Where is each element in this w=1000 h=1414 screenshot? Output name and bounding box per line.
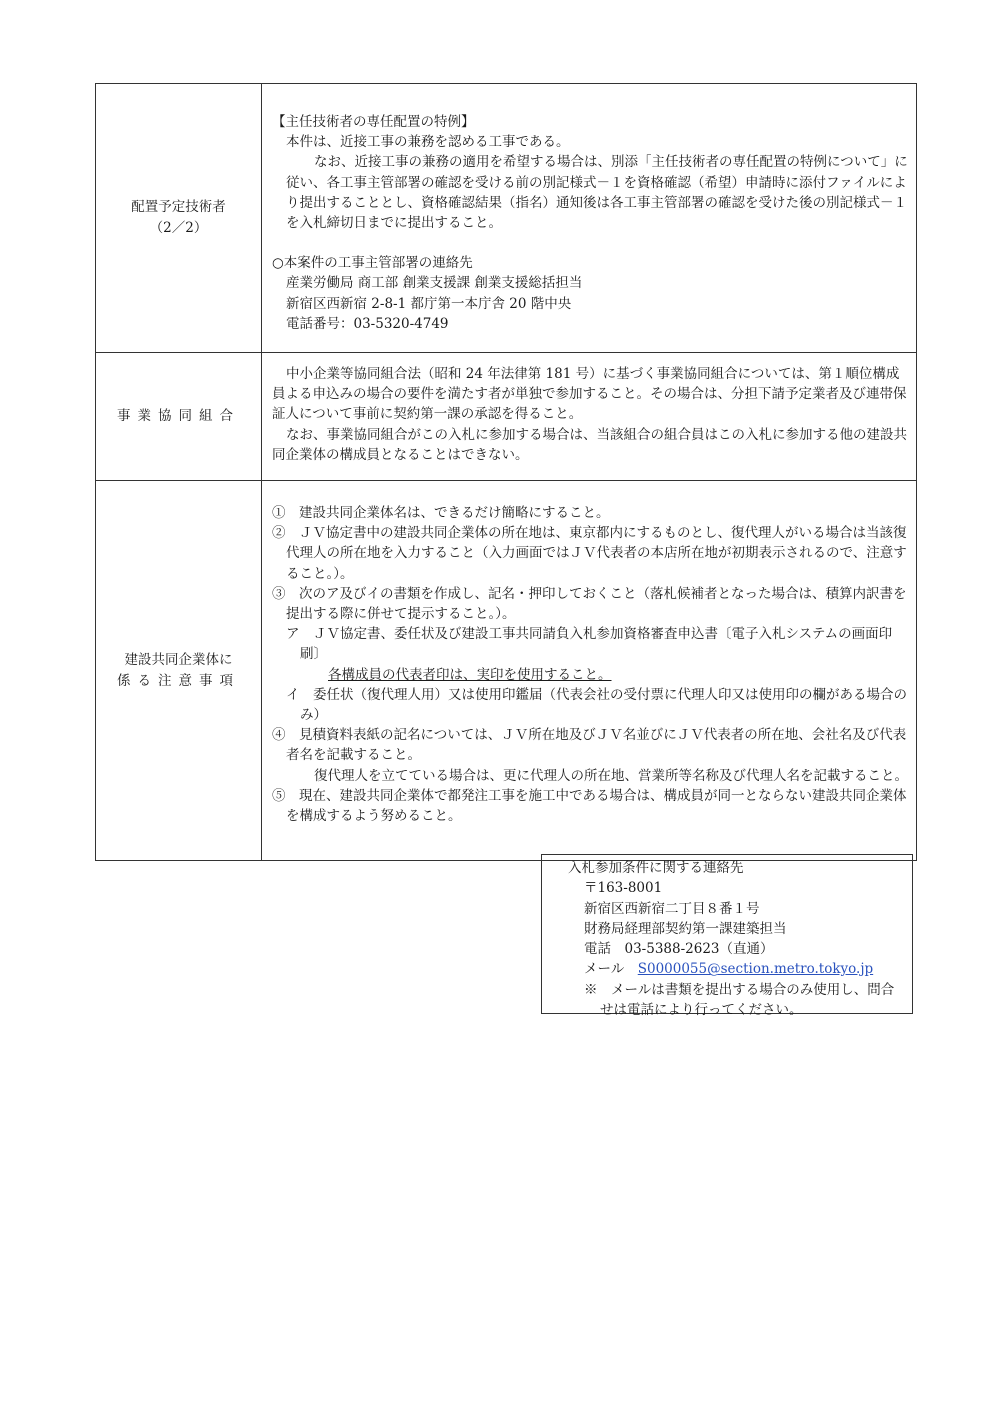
table-row-placement bbox=[96, 84, 917, 353]
row-label-jv bbox=[96, 481, 262, 861]
row-label-cooperative bbox=[96, 353, 262, 481]
sub-list-item: ア ＪＶ協定書、委任状及び建設工事共同請負入札参加資格審査申込書〔電子入札システムの画面印刷〕 bbox=[286, 626, 893, 663]
paragraph: 中小企業等協同組合法（昭和 24 年法律第 181 号）に基づく事業協同組合については、第１順位構成員よる申込みの場合の要件を満たす者が単独で参加すること。その場合は、分担下請予定業者及び連帯保証人について事前に契約第一課の承認を得ること。 bbox=[272, 366, 907, 423]
conditions-table bbox=[95, 83, 917, 861]
row-label-line: 事業協同組合 bbox=[117, 408, 240, 424]
contact-address: 新宿区西新宿 2-8-1 都庁第一本庁舎 20 階中央 bbox=[286, 295, 572, 312]
note-line bbox=[272, 665, 908, 685]
contact-dept: 産業労働局 商工部 創業支援課 創業支援総括担当 bbox=[286, 275, 583, 292]
row-content-jv bbox=[262, 481, 917, 861]
row-content-cooperative bbox=[262, 353, 917, 481]
mail-label: メール bbox=[584, 961, 638, 978]
paragraph: 本件は、近接工事の兼務を認める工事である。 bbox=[286, 134, 570, 151]
underlined-note: 各構成員の代表者印は、実印を使用すること。 bbox=[328, 666, 612, 683]
postal-code: 〒163-8001 bbox=[584, 880, 663, 897]
sub-list-item: イ 委任状（復代理人用）又は使用印鑑届（代表会社の受付票に代理人印又は使用印の欄がある場合のみ） bbox=[286, 686, 907, 724]
contact-note: ※ メールは書類を提出する場合のみ使用し、問合せは電話により行ってください。 bbox=[584, 981, 895, 1019]
list-item: ⑤ 現在、建設共同企業体で都発注工事を施工中である場合は、構成員が同一とならない建設共同企業体を構成するよう努めること。 bbox=[272, 787, 907, 825]
contact-title: ○本案件の工事主管部署の連絡先 bbox=[272, 255, 473, 272]
address: 新宿区西新宿二丁目８番１号 bbox=[584, 900, 760, 917]
paragraph: なお、近接工事の兼務の適用を希望する場合は、別添「主任技術者の専任配置の特例について」に従い、各工事主管部署の確認を受ける前の別記様式－１を資格確認（希望）申請時に添付ファイルにより提出することとし、資格確認結果（指名）通知後は各工事主管部署の確認を受けた後の別記様式－１を入札締切日までに提出すること。 bbox=[286, 154, 908, 232]
row-content-placement bbox=[262, 84, 917, 353]
mail-line bbox=[568, 959, 906, 979]
row-label-line: 建設共同企業体に bbox=[124, 651, 233, 668]
bid-contact-box bbox=[541, 854, 913, 1019]
paragraph: 復代理人を立てている場合は、更に代理人の所在地、営業所等名称及び代理人名を記載すること。 bbox=[314, 767, 908, 784]
list-item: ③ 次のア及びイの書類を作成し、記名・押印しておくこと（落札候補者となった場合は、積算内訳書を提出する際に併せて提示すること。）。 bbox=[272, 585, 907, 623]
paragraph: なお、事業協同組合がこの入札に参加する場合は、当該組合の組合員はこの入札に参加する他の建設共同企業体の構成員となることはできない。 bbox=[272, 426, 907, 463]
row-label-line: 配置予定技術者 bbox=[131, 199, 226, 215]
special-title: 【主任技術者の専任配置の特例】 bbox=[272, 114, 475, 130]
department: 財務局経理部契約第一課建築担当 bbox=[584, 920, 787, 937]
row-label-line: （2／2） bbox=[149, 220, 208, 236]
phone: 電話 03-5388-2623（直通） bbox=[584, 941, 774, 958]
row-label-placement bbox=[96, 84, 262, 353]
table-row-jv bbox=[96, 481, 917, 861]
list-item: ④ 見積資料表紙の記名については、ＪＶ所在地及びＪＶ名並びにＪＶ代表者の所在地、会社名及び代表者名を記載すること。 bbox=[272, 727, 907, 764]
list-item: ② ＪＶ協定書中の建設共同企業体の所在地は、東京都内にするものとし、復代理人がいる場合は当該復代理人の所在地を入力すること（入力画面ではＪＶ代表者の本店所在地が初期表示されるので、注意すること。）。 bbox=[272, 525, 907, 582]
list-item: ① 建設共同企業体名は、できるだけ簡略にすること。 bbox=[272, 505, 610, 521]
row-label-line: 係る注意事項 bbox=[117, 672, 240, 689]
contact-box-title: 入札参加条件に関する連絡先 bbox=[568, 860, 744, 876]
table-row-cooperative bbox=[96, 353, 917, 481]
email-link[interactable]: S0000055@section.metro.tokyo.jp bbox=[637, 961, 874, 978]
contact-phone: 電話番号：03-5320-4749 bbox=[286, 315, 449, 332]
